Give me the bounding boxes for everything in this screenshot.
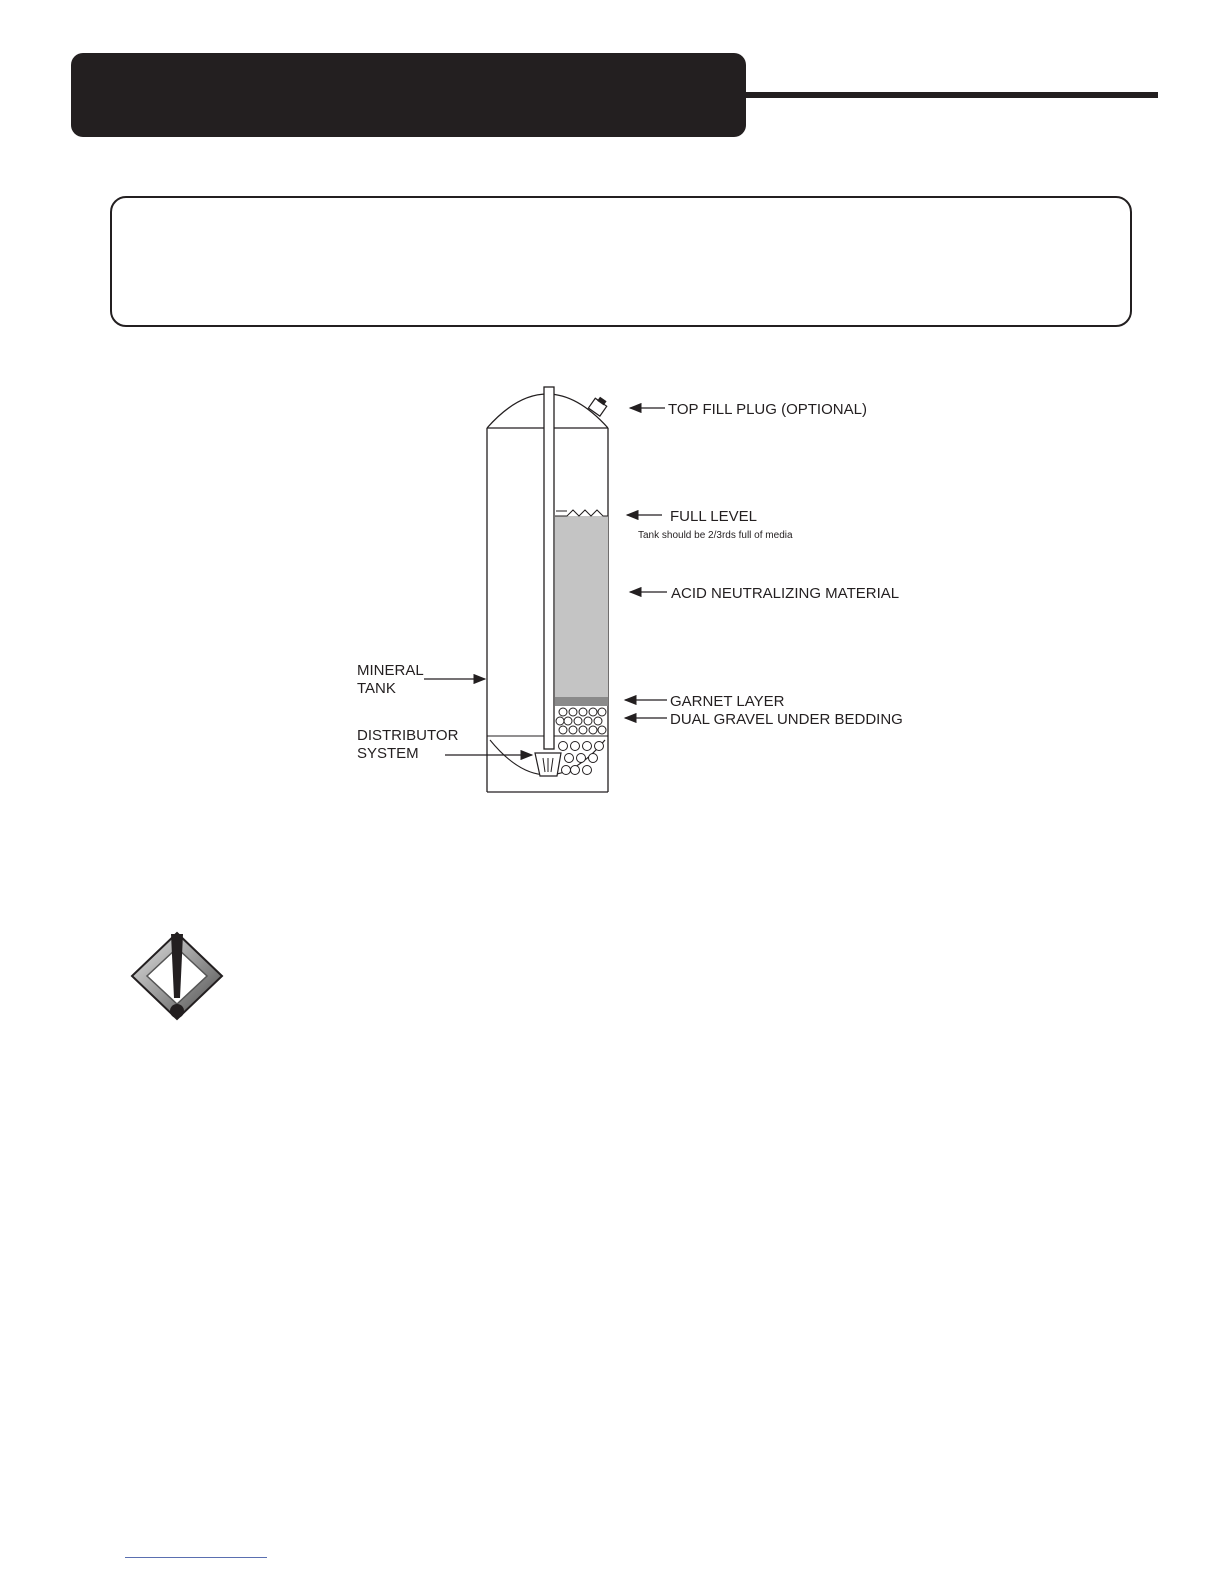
garnet-layer — [555, 697, 608, 706]
label-mineral-tank-line2: TANK — [357, 680, 396, 697]
label-acid-material: ACID NEUTRALIZING MATERIAL — [671, 585, 900, 602]
label-top-fill-plug: TOP FILL PLUG (OPTIONAL) — [668, 401, 867, 418]
riser-tube — [544, 387, 554, 749]
acid-neutralizing-media — [555, 516, 608, 697]
footer-link-underline[interactable] — [125, 1557, 267, 1558]
warning-exclamation-icon — [128, 928, 228, 1023]
label-distributor-line1: DISTRIBUTOR — [357, 727, 459, 744]
label-gravel: DUAL GRAVEL UNDER BEDDING — [670, 711, 903, 728]
label-distributor-line2: SYSTEM — [357, 745, 419, 762]
label-full-level-note: Tank should be 2/3rds full of media — [638, 530, 793, 541]
label-full-level: FULL LEVEL — [670, 508, 757, 525]
label-garnet-layer: GARNET LAYER — [670, 693, 785, 710]
gravel-under-bedding — [556, 708, 606, 775]
label-mineral-tank-line1: MINERAL — [357, 662, 424, 679]
top-fill-plug — [588, 395, 609, 416]
